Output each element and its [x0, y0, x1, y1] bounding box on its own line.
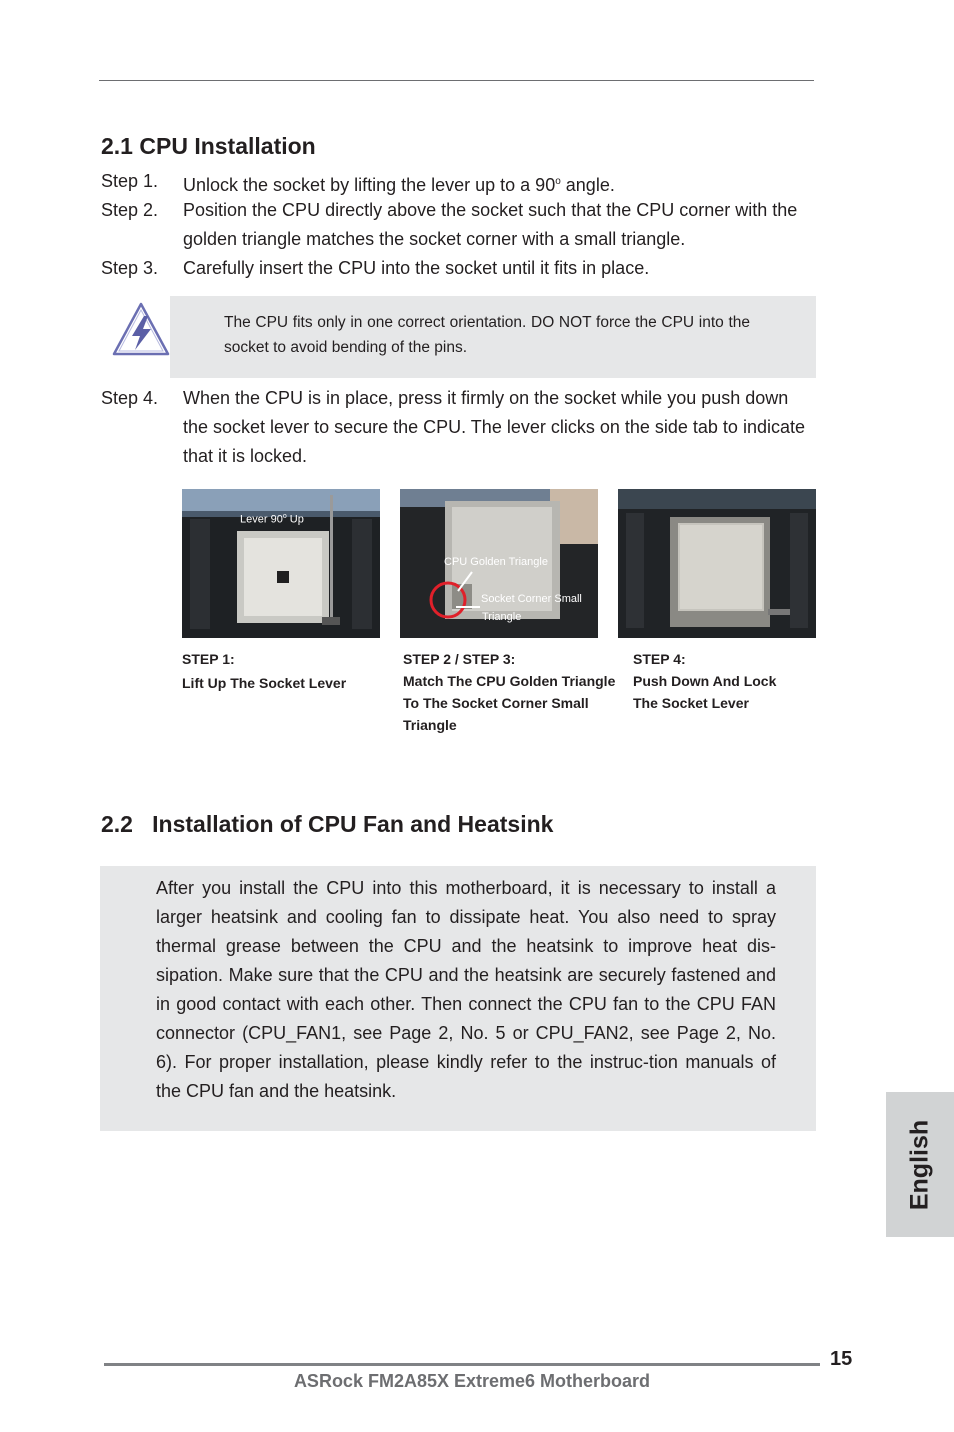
caption-step-4: STEP 4: Push Down And Lock The Socket Lever — [633, 651, 777, 711]
warning-lightning-icon — [110, 300, 172, 358]
step-4: Step 4. When the CPU is in place, press it firmly on the socket while you push down the socket lever to secure the CPU. The lever clicks on the side tab to indicate that it is locked. — [101, 388, 805, 466]
caption-step-1: STEP 1: Lift Up The Socket Lever — [182, 651, 347, 691]
bottom-rule — [104, 1363, 820, 1366]
top-rule — [99, 80, 814, 81]
fan-heatsink-text: After you install the CPU into this motherboard, it is necessary to install a larger heatsink and cooling fan to dissipate heat. You also need to spray thermal grease between the CPU and the heatsink to improve heat dis-sipation. Make sure that the CPU and the heatsink are securely fastened and in good contact with each other. Then connect the CPU fan to the CPU FAN connector (CPU_FAN1, see Page 2, No. 5 or CPU_FAN2, see Page 2, No. 6). For proper installation, please kindly refer to the instruc-tion manuals of the CPU fan and the heatsink. — [156, 878, 776, 1101]
page-number: 15 — [830, 1348, 853, 1370]
language-side-tab: English — [886, 1092, 954, 1237]
photo-socket-lever-up: Lever 90$^o$ Up — [182, 489, 380, 638]
section-title-cpu-installation: 2.1 CPU Installation — [101, 133, 316, 159]
step-2: Step 2. Position the CPU directly above the socket such that the CPU corner with the golden triangle matches the socket corner with a small triangle. — [101, 200, 798, 249]
caption-step-2-3: STEP 2 / STEP 3: Match The CPU Golden Triangle To The Socket Corner Small Triangle — [403, 651, 616, 733]
step-3: Step 3. Carefully insert the CPU into the socket until it fits in place. — [101, 258, 650, 278]
photo-cpu-alignment: CPU Golden Triangle Socket Corner Small Triangle — [400, 489, 598, 638]
photo-cpu-locked — [618, 489, 816, 638]
note-text: The CPU fits only in one correct orientation. DO NOT force the CPU into the socket to avoid bending of the pins. — [224, 314, 750, 356]
section-title-fan-heatsink: 2.2 Installation of CPU Fan and Heatsink — [101, 811, 554, 837]
footer-product-name: ASRock FM2A85X Extreme6 Motherboard — [293, 1371, 651, 1391]
step-1: Step 1. Unlock the socket by lifting the lever up to a 90$^o$ angle. — [101, 171, 615, 195]
